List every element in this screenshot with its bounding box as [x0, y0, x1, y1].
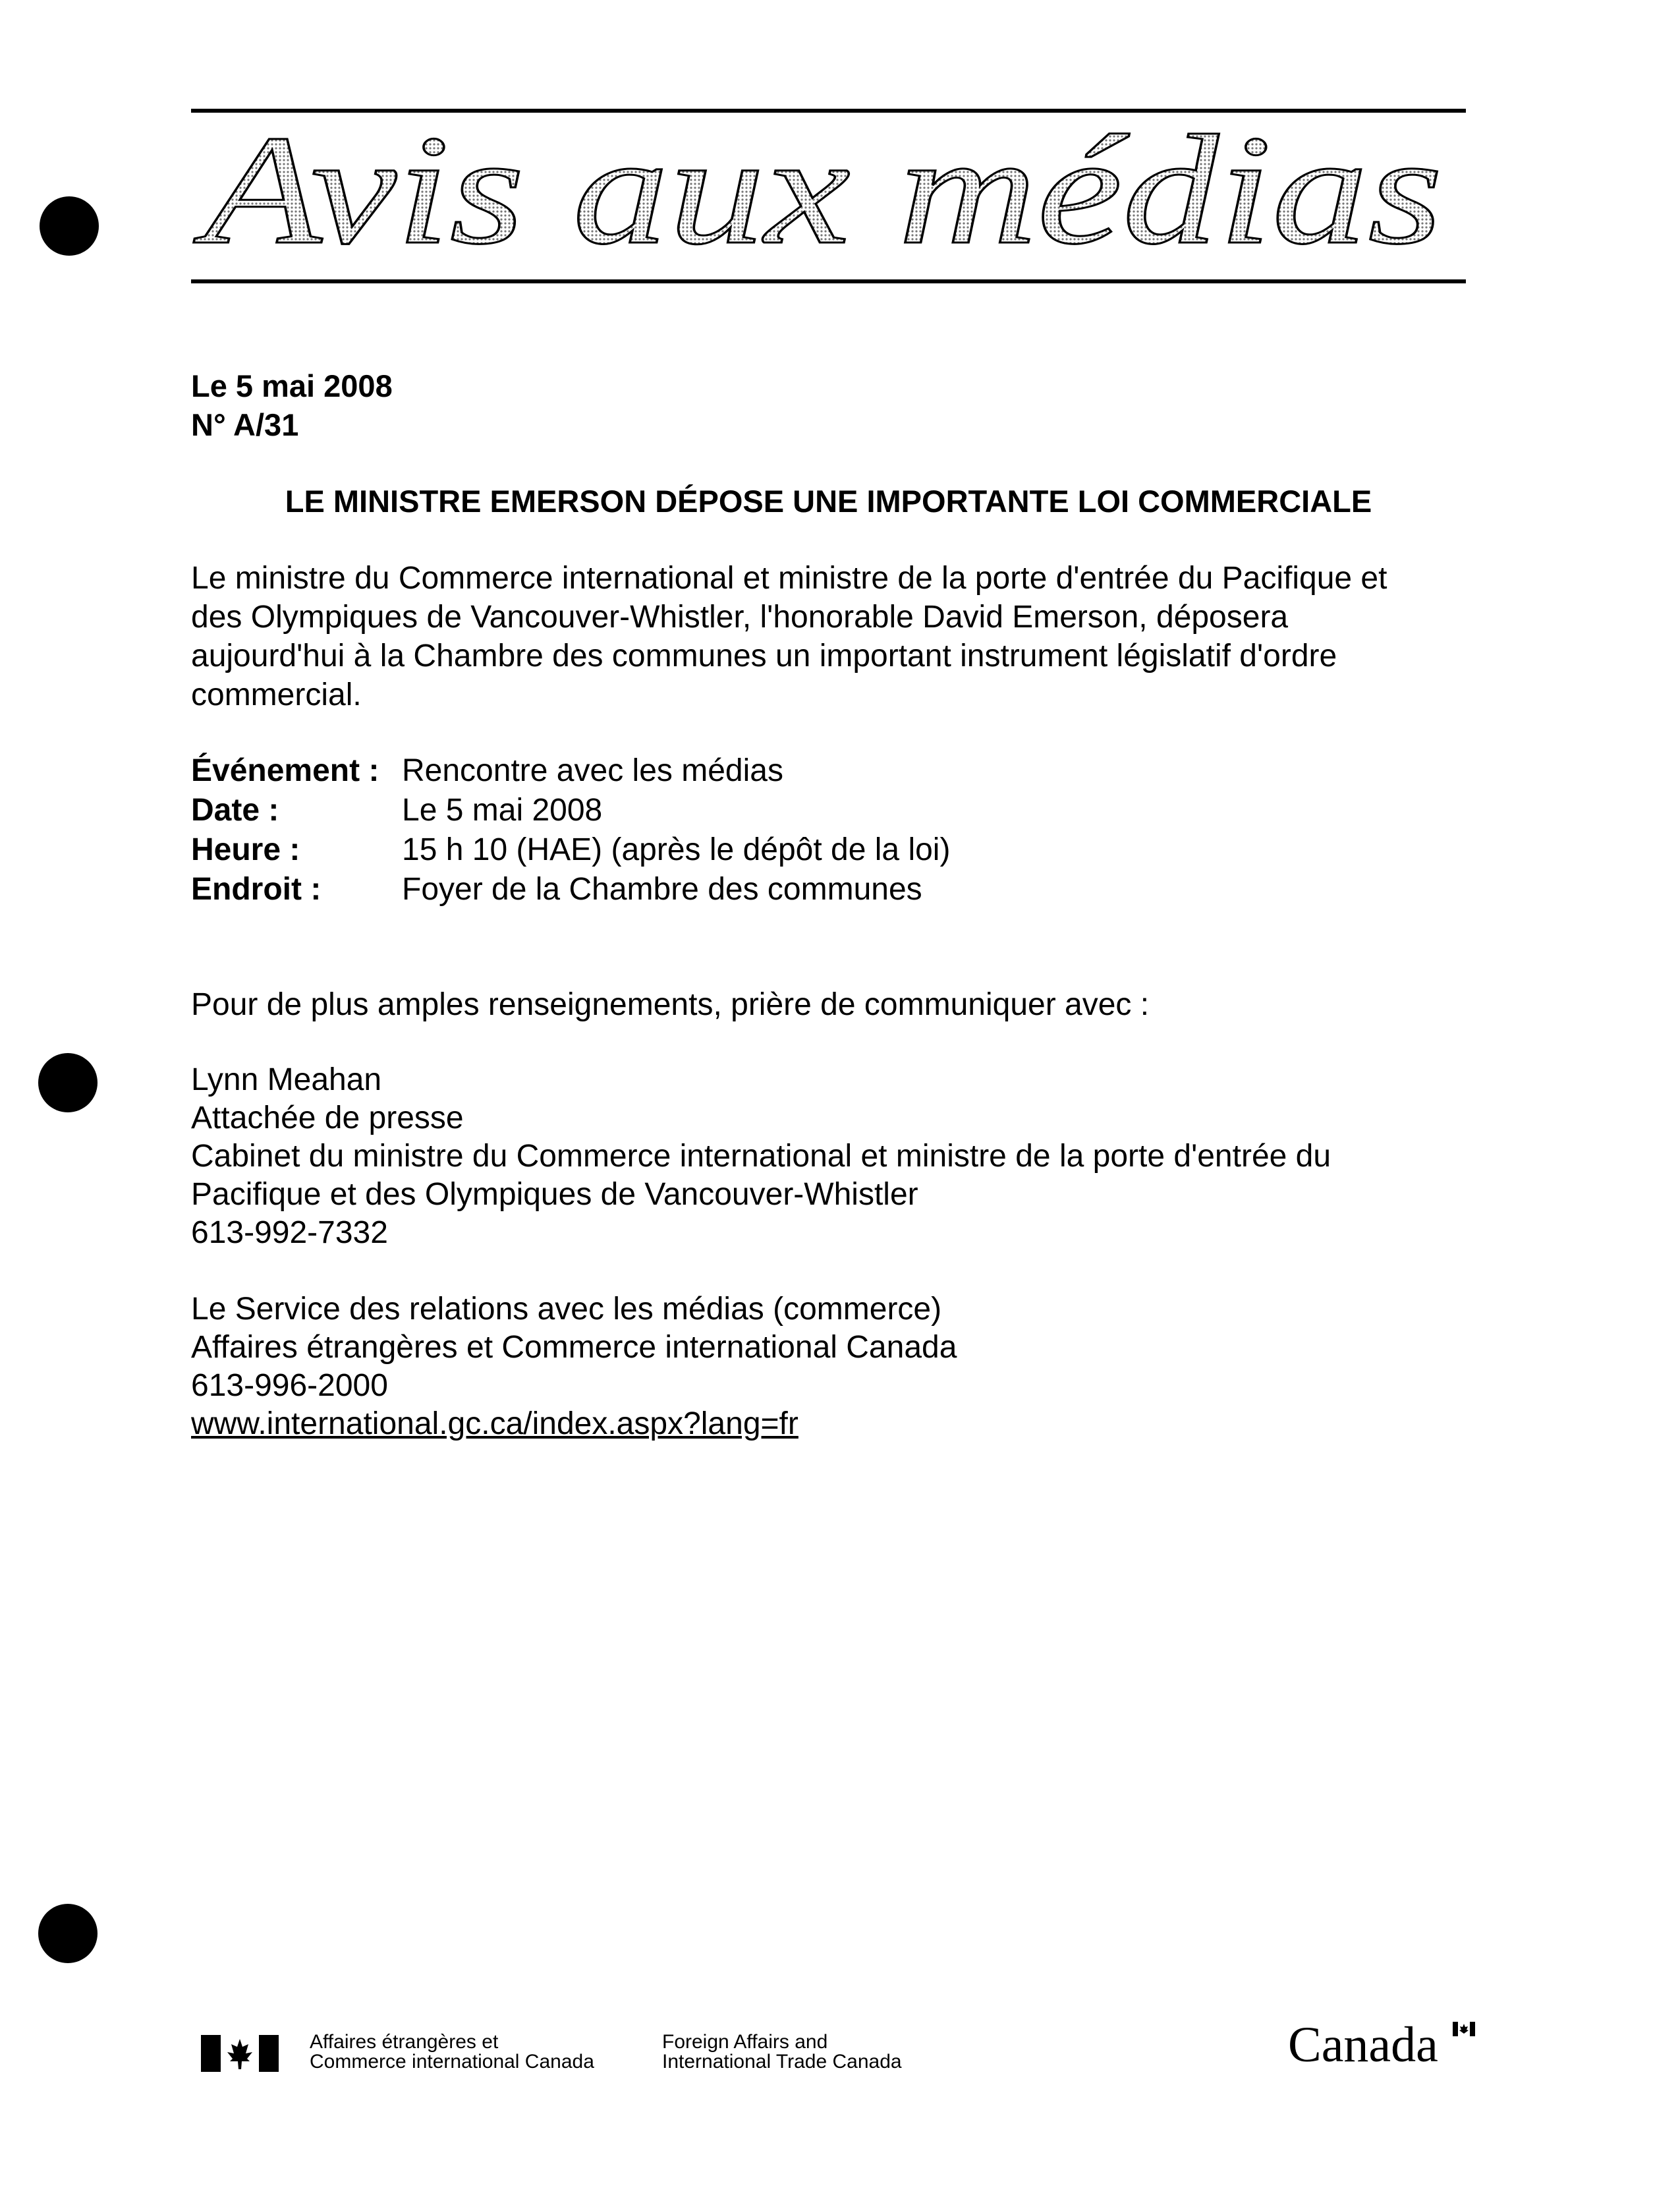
- location-value: Foyer de la Chambre des communes: [402, 872, 922, 907]
- contact-name: Lynn Meahan: [191, 1062, 382, 1097]
- masthead-bottom-rule: [191, 279, 1466, 283]
- wordmark-flag-icon: [1453, 2022, 1475, 2036]
- footer-department-fr: [310, 2032, 594, 2072]
- media-relations-department: Affaires étrangères et Commerce international Canada: [191, 1330, 957, 1365]
- masthead-graphic: [191, 111, 1466, 283]
- event-label: Événement :: [191, 753, 379, 788]
- footer-en-line: International Trade Canada: [662, 2051, 902, 2073]
- date-row: [191, 791, 950, 830]
- contact-phone: 613-992-7332: [191, 1215, 388, 1250]
- body-line: aujourd'hui à la Chambre des communes un important instrument législatif d'ordre: [191, 639, 1337, 673]
- footer-en-line: Foreign Affairs and: [662, 2031, 828, 2053]
- event-row: [191, 751, 950, 791]
- notice-number: N° A/31: [191, 407, 299, 442]
- notice-date: Le 5 mai 2008: [191, 368, 393, 403]
- media-relations-name: Le Service des relations avec les médias (commerce): [191, 1292, 942, 1327]
- press-secretary-contact: [191, 1061, 1331, 1252]
- media-relations-url-link[interactable]: www.international.gc.ca/index.aspx?lang=fr: [191, 1406, 798, 1441]
- event-value: Rencontre avec les médias: [402, 753, 783, 788]
- footer-fr-line: Affaires étrangères et: [310, 2031, 499, 2053]
- contact-title: Attachée de presse: [191, 1101, 464, 1135]
- media-relations-phone: 613-996-2000: [191, 1368, 388, 1403]
- contact-intro: Pour de plus amples renseignements, prière de communiquer avec :: [191, 987, 1150, 1022]
- masthead-title: Avis aux médias: [192, 111, 1443, 277]
- notice-headline: LE MINISTRE EMERSON DÉPOSE UNE IMPORTANTE LOI COMMERCIALE: [285, 484, 1372, 519]
- footer-department-en: [662, 2032, 902, 2072]
- punch-hole-middle: [38, 1053, 98, 1112]
- masthead: [191, 111, 1466, 283]
- body-line: des Olympiques de Vancouver-Whistler, l'honorable David Emerson, déposera: [191, 600, 1289, 635]
- punch-hole-bottom: [38, 1904, 98, 1963]
- punch-hole-top: [40, 196, 99, 256]
- contact-office: Cabinet du ministre du Commerce international et ministre de la porte d'entrée du: [191, 1139, 1331, 1174]
- event-details: [191, 751, 950, 909]
- footer-fr-line: Commerce international Canada: [310, 2051, 594, 2073]
- date-value: Le 5 mai 2008: [402, 793, 603, 828]
- contact-office: Pacifique et des Olympiques de Vancouver-Whistler: [191, 1177, 918, 1212]
- time-value: 15 h 10 (HAE) (après le dépôt de la loi): [402, 832, 951, 867]
- canada-wordmark: Canada: [1288, 2017, 1438, 2073]
- media-relations-contact: [191, 1290, 957, 1443]
- notice-body: [191, 559, 1482, 714]
- time-row: [191, 830, 950, 870]
- canada-flag-icon: [201, 2035, 279, 2072]
- date-label: Date :: [191, 793, 279, 828]
- location-label: Endroit :: [191, 872, 322, 907]
- location-row: [191, 870, 950, 909]
- body-line: commercial.: [191, 677, 362, 712]
- body-line: Le ministre du Commerce international et ministre de la porte d'entrée du Pacifique et: [191, 561, 1387, 596]
- time-label: Heure :: [191, 832, 300, 867]
